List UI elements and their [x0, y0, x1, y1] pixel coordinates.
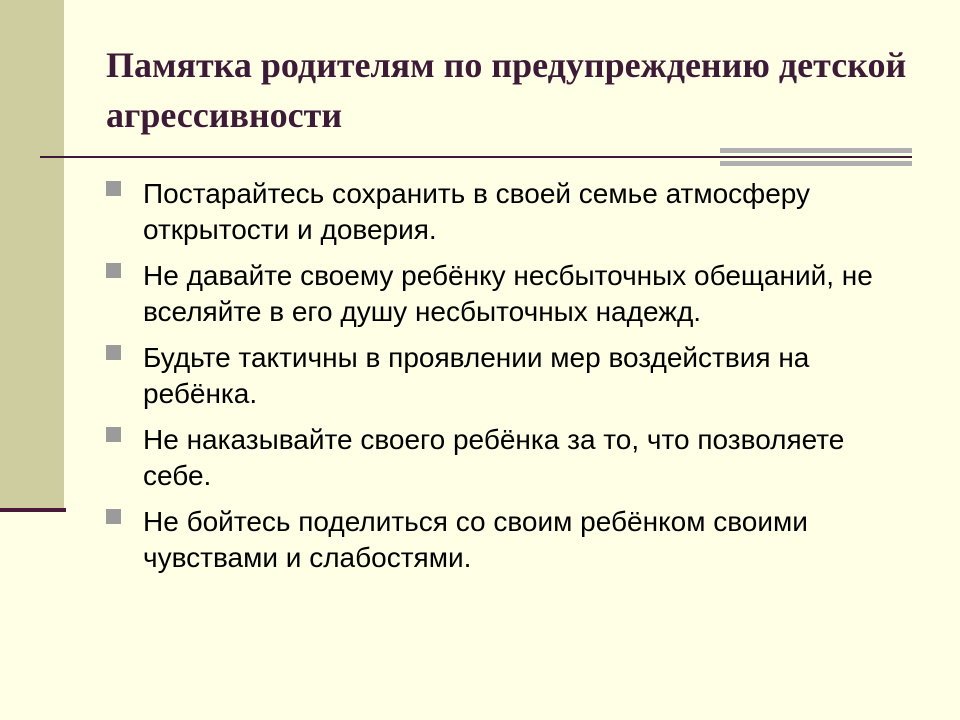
title-underline-accent — [720, 148, 912, 166]
square-bullet-icon — [106, 181, 121, 196]
square-bullet-icon — [106, 345, 121, 360]
square-bullet-icon — [106, 263, 121, 278]
list-item — [106, 340, 906, 412]
square-bullet-icon — [106, 427, 121, 442]
bullet-text: Будьте тактичны в проявлении мер воздействия на ребёнка. — [143, 342, 810, 409]
list-item — [106, 176, 906, 248]
bullet-list — [106, 176, 906, 586]
list-item — [106, 258, 906, 330]
slide-title: Памятка родителям по предупреждению детской агрессивности — [106, 45, 907, 135]
bullet-text: Не бойтесь поделиться со своим ребёнком своими чувствами и слабостями. — [143, 506, 808, 573]
side-decoration-line — [0, 508, 66, 512]
list-item — [106, 504, 906, 576]
square-bullet-icon — [106, 509, 121, 524]
side-decoration-strip — [0, 0, 64, 510]
bullet-text: Не наказывайте своего ребёнка за то, что позволяете себе. — [143, 424, 845, 491]
list-item — [106, 422, 906, 494]
bullet-text: Не давайте своему ребёнку несбыточных обещаний, не вселяйте в его душу несбыточных надежд. — [143, 260, 873, 327]
bullet-text: Постарайтесь сохранить в своей семье атмосферу открытости и доверия. — [143, 178, 811, 245]
